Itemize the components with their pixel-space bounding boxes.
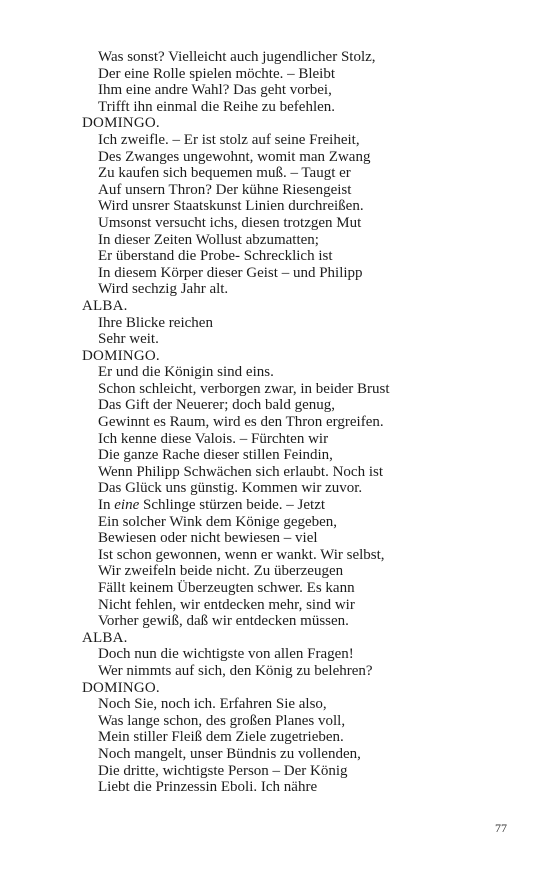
verse-line: Ist schon gewonnen, wenn er wankt. Wir selbst, [98, 546, 385, 563]
verse-text: In [98, 497, 115, 514]
verse-line: Was lange schon, des großen Planes voll, [98, 712, 346, 729]
speaker-name: DOMINGO. [82, 115, 160, 132]
verse-line: Schon schleicht, verborgen zwar, in beider Brust [98, 380, 390, 397]
verse-line: Wenn Philipp Schwächen sich erlaubt. Noch ist [98, 463, 383, 480]
verse-line: In diesem Körper dieser Geist – und Philipp [98, 264, 363, 281]
verse-line: Ihm eine andre Wahl? Das geht vorbei, [98, 82, 332, 99]
verse-line: Was sonst? Vielleicht auch jugendlicher Stolz, [98, 49, 376, 65]
verse-line: Der eine Rolle spielen möchte. – Bleibt [98, 65, 336, 82]
verse-line: Ich kenne diese Valois. – Fürchten wir [98, 430, 329, 447]
verse-line: Doch nun die wichtigste von allen Fragen! [98, 646, 354, 663]
speaker-name: DOMINGO. [82, 347, 160, 364]
verse-line: Nicht fehlen, wir entdecken mehr, sind wir [98, 596, 355, 613]
verse-line: Umsonst versucht ichs, diesen trotzgen Mut [98, 214, 362, 231]
speaker-name: ALBA. [82, 629, 128, 646]
verse-line: Das Gift der Neuerer; doch bald genug, [98, 397, 335, 414]
verse-line: Sehr weit. [98, 331, 159, 348]
verse-line: Ihre Blicke reichen [98, 314, 213, 331]
verse-line: Noch mangelt, unser Bündnis zu vollenden, [98, 745, 361, 762]
verse-line: Wir zweifeln beide nicht. Zu überzeugen [98, 563, 344, 580]
verse-line: Zu kaufen sich bequemen muß. – Taugt er [98, 165, 351, 182]
verse-line: Er überstand die Probe- Schrecklich ist [98, 248, 333, 265]
speaker-name: DOMINGO. [82, 679, 160, 696]
emphasized-word: eine [114, 497, 140, 514]
verse-line: Wer nimmts auf sich, den König zu belehren? [98, 662, 373, 679]
verse-line: Fällt keinem Überzeugten schwer. Es kann [98, 580, 355, 596]
verse-line: Mein stiller Fleiß dem Ziele zugetrieben. [98, 729, 344, 746]
verse-line: Die dritte, wichtigste Person – Der König [98, 762, 348, 779]
page-number: 77 [495, 821, 507, 835]
verse-line: Des Zwanges ungewohnt, womit man Zwang [98, 148, 371, 165]
speaker-name: ALBA. [82, 297, 128, 314]
verse-line: Ich zweifle. – Er ist stolz auf seine Freiheit, [98, 131, 360, 148]
verse-line: Er und die Königin sind eins. [98, 364, 274, 381]
verse-line: Gewinnt es Raum, wird es den Thron ergreifen. [98, 414, 384, 431]
verse-line: Vorher gewiß, daß wir entdecken müssen. [98, 613, 349, 630]
verse-line: Auf unsern Thron? Der kühne Riesengeist [98, 181, 352, 198]
dialogue-text [82, 49, 522, 796]
verse-line: Wird sechzig Jahr alt. [98, 281, 229, 298]
verse-line: Die ganze Rache dieser stillen Feindin, [98, 447, 333, 464]
verse-line: Ein solcher Wink dem Könige gegeben, [98, 513, 338, 530]
verse-line: Wird unsrer Staatskunst Linien durchreißen. [98, 198, 364, 215]
verse-line: In dieser Zeiten Wollust abzumatten; [98, 231, 319, 248]
verse-line: Bewiesen oder nicht bewiesen – viel [98, 530, 318, 547]
verse-text: Schlinge stürzen beide. – Jetzt [139, 497, 326, 514]
verse-line: Noch Sie, noch ich. Erfahren Sie also, [98, 696, 327, 713]
verse-line: Trifft ihn einmal die Reihe zu befehlen. [98, 98, 336, 115]
verse-line: Das Glück uns günstig. Kommen wir zuvor. [98, 480, 363, 497]
verse-line: Liebt die Prinzessin Eboli. Ich nähre [98, 779, 318, 796]
verse-line [82, 497, 522, 514]
